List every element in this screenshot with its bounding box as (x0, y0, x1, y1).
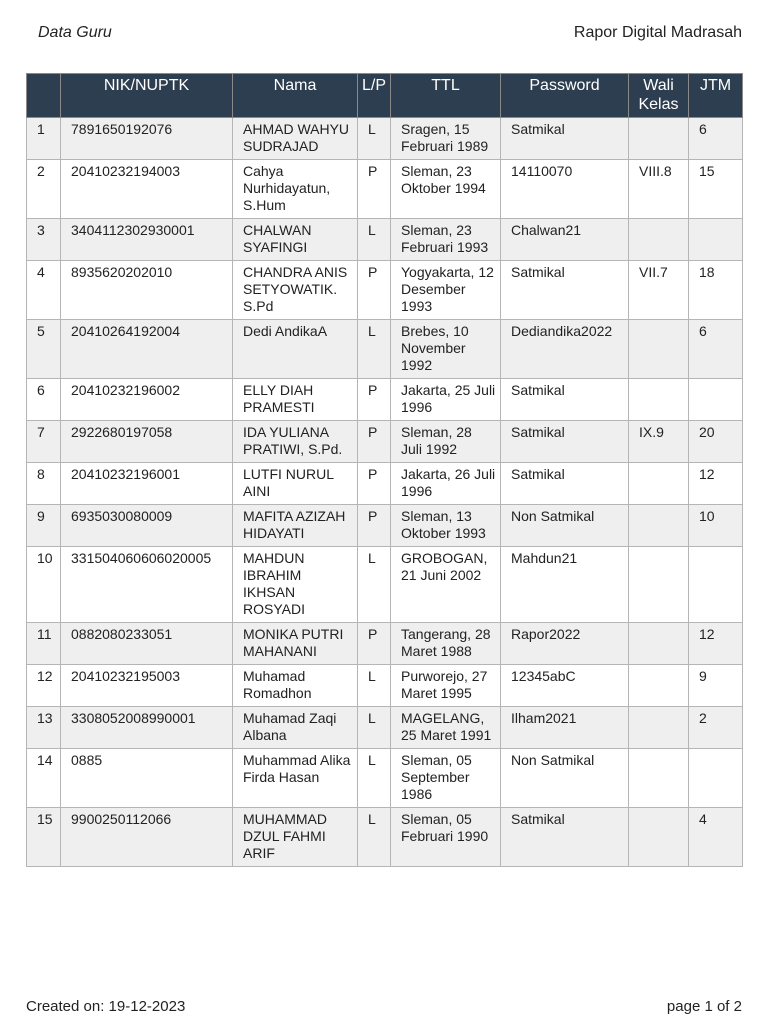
cell-wali-kelas: VII.7 (629, 261, 689, 320)
cell-wali-kelas (629, 707, 689, 749)
cell-lp: L (358, 118, 391, 160)
page-number: page 1 of 2 (666, 998, 742, 1015)
cell-nama: Dedi AndikaA (233, 320, 358, 379)
cell-ttl: Brebes, 10 November 1992 (391, 320, 501, 379)
table-row (27, 261, 743, 320)
cell-nama: CHALWAN SYAFINGI (233, 219, 358, 261)
cell-jtm: 6 (689, 118, 743, 160)
created-on-text: Created on: 19-12-2023 (26, 998, 186, 1015)
cell-nik: 20410232196002 (61, 379, 233, 421)
cell-wali-kelas: IX.9 (629, 421, 689, 463)
table-row (27, 547, 743, 623)
cell-ttl: Purworejo, 27 Maret 1995 (391, 665, 501, 707)
cell-ttl: Sleman, 28 Juli 1992 (391, 421, 501, 463)
cell-jtm: 20 (689, 421, 743, 463)
cell-ttl: Jakarta, 25 Juli 1996 (391, 379, 501, 421)
cell-no: 12 (27, 665, 61, 707)
cell-nama: MONIKA PUTRI MAHANANI (233, 623, 358, 665)
cell-password: Rapor2022 (501, 623, 629, 665)
cell-nama: Muhamad Romadhon (233, 665, 358, 707)
cell-nik: 2922680197058 (61, 421, 233, 463)
cell-nama: MAHDUN IBRAHIM IKHSAN ROSYADI (233, 547, 358, 623)
cell-ttl: Sragen, 15 Februari 1989 (391, 118, 501, 160)
cell-no: 1 (27, 118, 61, 160)
cell-nama: IDA YULIANA PRATIWI, S.Pd. (233, 421, 358, 463)
cell-jtm (689, 379, 743, 421)
cell-nama: ELLY DIAH PRAMESTI (233, 379, 358, 421)
column-header-nama: Nama (233, 74, 358, 118)
cell-nik: 20410232194003 (61, 160, 233, 219)
cell-jtm: 15 (689, 160, 743, 219)
table-row (27, 118, 743, 160)
column-header-nik: NIK/NUPTK (61, 74, 233, 118)
cell-no: 9 (27, 505, 61, 547)
cell-password: 14110070 (501, 160, 629, 219)
cell-wali-kelas (629, 505, 689, 547)
cell-ttl: Jakarta, 26 Juli 1996 (391, 463, 501, 505)
cell-no: 4 (27, 261, 61, 320)
cell-wali-kelas (629, 320, 689, 379)
cell-lp: P (358, 623, 391, 665)
cell-lp: P (358, 421, 391, 463)
cell-nik: 20410232195003 (61, 665, 233, 707)
cell-wali-kelas (629, 547, 689, 623)
cell-wali-kelas (629, 219, 689, 261)
cell-jtm (689, 219, 743, 261)
cell-jtm: 18 (689, 261, 743, 320)
cell-no: 3 (27, 219, 61, 261)
cell-lp: L (358, 749, 391, 808)
cell-lp: L (358, 547, 391, 623)
cell-nama: MUHAMMAD DZUL FAHMI ARIF (233, 808, 358, 867)
cell-lp: L (358, 665, 391, 707)
cell-password: Non Satmikal (501, 749, 629, 808)
cell-password: Satmikal (501, 808, 629, 867)
cell-password: Satmikal (501, 379, 629, 421)
table-row (27, 665, 743, 707)
cell-ttl: Sleman, 05 Februari 1990 (391, 808, 501, 867)
table-row (27, 463, 743, 505)
cell-wali-kelas (629, 749, 689, 808)
table-row (27, 749, 743, 808)
cell-lp: P (358, 379, 391, 421)
cell-password: Ilham2021 (501, 707, 629, 749)
cell-nik: 0885 (61, 749, 233, 808)
cell-no: 8 (27, 463, 61, 505)
cell-lp: P (358, 160, 391, 219)
app-title: Rapor Digital Madrasah (573, 24, 742, 41)
cell-lp: P (358, 261, 391, 320)
cell-nama: Muhamad Zaqi Albana (233, 707, 358, 749)
cell-nama: LUTFI NURUL AINI (233, 463, 358, 505)
cell-jtm (689, 547, 743, 623)
table-row (27, 707, 743, 749)
cell-ttl: GROBOGAN, 21 Juni 2002 (391, 547, 501, 623)
document-title: Data Guru (38, 24, 112, 41)
cell-nik: 20410264192004 (61, 320, 233, 379)
cell-no: 2 (27, 160, 61, 219)
cell-nik: 7891650192076 (61, 118, 233, 160)
cell-nama: AHMAD WAHYU SUDRAJAD (233, 118, 358, 160)
column-header-jtm: JTM (689, 74, 743, 118)
cell-jtm: 9 (689, 665, 743, 707)
cell-ttl: Yogyakarta, 12 Desember 1993 (391, 261, 501, 320)
cell-nama: CHANDRA ANIS SETYOWATIK. S.Pd (233, 261, 358, 320)
cell-wali-kelas (629, 379, 689, 421)
column-header-no (27, 74, 61, 118)
cell-nik: 3308052008990001 (61, 707, 233, 749)
cell-jtm: 12 (689, 623, 743, 665)
cell-password: Mahdun21 (501, 547, 629, 623)
table-row (27, 320, 743, 379)
table-row (27, 421, 743, 463)
cell-nik: 3404112302930001 (61, 219, 233, 261)
cell-password: Satmikal (501, 118, 629, 160)
cell-wali-kelas (629, 623, 689, 665)
cell-no: 10 (27, 547, 61, 623)
cell-nik: 9900250112066 (61, 808, 233, 867)
table-row (27, 160, 743, 219)
cell-no: 15 (27, 808, 61, 867)
cell-nama: MAFITA AZIZAH HIDAYATI (233, 505, 358, 547)
cell-password: Chalwan21 (501, 219, 629, 261)
cell-ttl: MAGELANG, 25 Maret 1991 (391, 707, 501, 749)
cell-password: Satmikal (501, 261, 629, 320)
cell-no: 13 (27, 707, 61, 749)
cell-jtm: 6 (689, 320, 743, 379)
cell-ttl: Tangerang, 28 Maret 1988 (391, 623, 501, 665)
table-row (27, 219, 743, 261)
cell-nik: 0882080233051 (61, 623, 233, 665)
cell-jtm: 4 (689, 808, 743, 867)
cell-wali-kelas (629, 665, 689, 707)
cell-password: Non Satmikal (501, 505, 629, 547)
cell-nik: 8935620202010 (61, 261, 233, 320)
cell-ttl: Sleman, 05 September 1986 (391, 749, 501, 808)
cell-jtm: 2 (689, 707, 743, 749)
table-row (27, 505, 743, 547)
cell-no: 11 (27, 623, 61, 665)
cell-ttl: Sleman, 13 Oktober 1993 (391, 505, 501, 547)
cell-nik: 20410232196001 (61, 463, 233, 505)
cell-no: 5 (27, 320, 61, 379)
column-header-ttl: TTL (391, 74, 501, 118)
cell-password: Satmikal (501, 463, 629, 505)
cell-lp: L (358, 320, 391, 379)
cell-no: 6 (27, 379, 61, 421)
column-header-wali-kelas: Wali Kelas (629, 74, 689, 118)
cell-jtm (689, 749, 743, 808)
cell-ttl: Sleman, 23 Oktober 1994 (391, 160, 501, 219)
cell-jtm: 10 (689, 505, 743, 547)
cell-wali-kelas (629, 808, 689, 867)
column-header-lp: L/P (358, 74, 391, 118)
table-row (27, 808, 743, 867)
cell-nik: 331504060606020005 (61, 547, 233, 623)
cell-lp: L (358, 707, 391, 749)
table-header-row (27, 74, 743, 118)
cell-nama: Cahya Nurhidayatun, S.Hum (233, 160, 358, 219)
cell-wali-kelas (629, 463, 689, 505)
cell-password: Dediandika2022 (501, 320, 629, 379)
cell-no: 7 (27, 421, 61, 463)
cell-password: 12345abC (501, 665, 629, 707)
cell-no: 14 (27, 749, 61, 808)
cell-nama: Muhammad Alika Firda Hasan (233, 749, 358, 808)
cell-jtm: 12 (689, 463, 743, 505)
cell-lp: P (358, 463, 391, 505)
teacher-table (26, 73, 743, 867)
cell-password: Satmikal (501, 421, 629, 463)
cell-lp: P (358, 505, 391, 547)
cell-ttl: Sleman, 23 Februari 1993 (391, 219, 501, 261)
cell-wali-kelas: VIII.8 (629, 160, 689, 219)
cell-lp: L (358, 808, 391, 867)
column-header-password: Password (501, 74, 629, 118)
table-row (27, 623, 743, 665)
cell-wali-kelas (629, 118, 689, 160)
cell-nik: 6935030080009 (61, 505, 233, 547)
table-row (27, 379, 743, 421)
cell-lp: L (358, 219, 391, 261)
